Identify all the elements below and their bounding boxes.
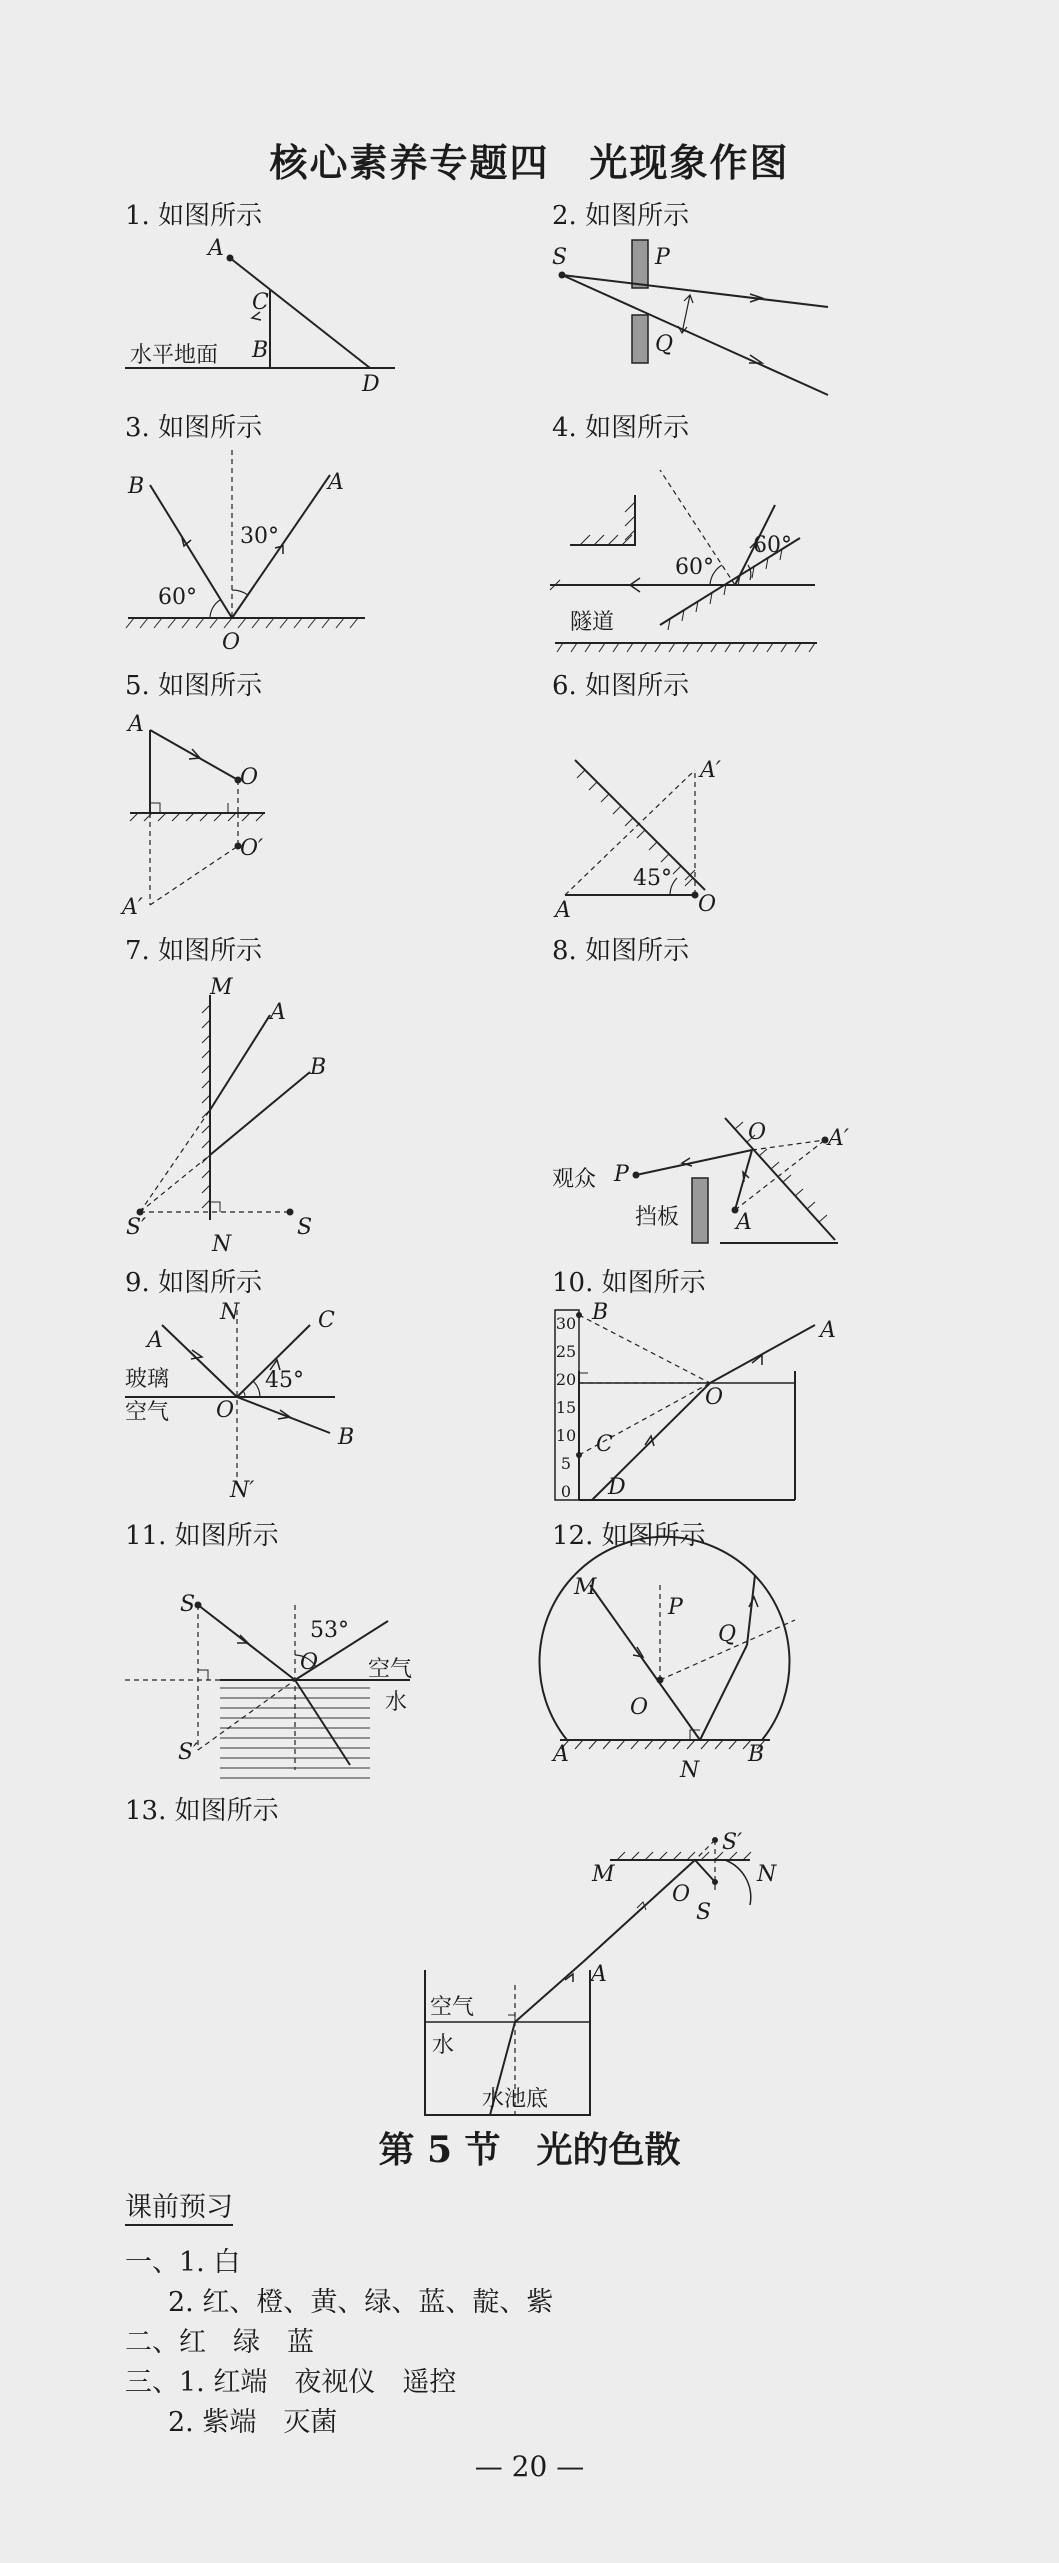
fig8-board: 挡板 — [635, 1205, 680, 1230]
fig9-angle: 45° — [265, 1368, 304, 1393]
fig13-label-N: N — [757, 1862, 777, 1887]
fig8-viewer: 观众 — [552, 1167, 597, 1192]
fig2-label-Q: Q — [655, 332, 674, 357]
figure-5 — [120, 715, 280, 915]
fig5-label-A: A — [128, 712, 144, 737]
fig12-label-P: P — [668, 1595, 683, 1620]
fig7-label-S2: S′ — [126, 1215, 147, 1240]
caption-1: 1. 如图所示 — [125, 201, 263, 231]
fig2-label-P: P — [655, 245, 670, 270]
fig13-label-S: S — [696, 1900, 712, 1925]
fig10-label-B: B — [592, 1300, 609, 1325]
fig1-label-B: B — [252, 338, 269, 363]
fig8-label-A: A — [736, 1210, 752, 1235]
fig9-label-N: N — [220, 1300, 240, 1325]
fig5-label-O: O — [240, 765, 259, 790]
fig6-label-O: O — [698, 892, 717, 917]
fig3-angle-60: 60° — [158, 585, 197, 610]
fig13-label-O: O — [672, 1882, 691, 1907]
fig2-label-S: S — [552, 245, 568, 270]
caption-10: 10. 如图所示 — [552, 1268, 706, 1298]
fig12-label-O: O — [630, 1695, 649, 1720]
caption-6: 6. 如图所示 — [552, 671, 690, 701]
preview-line-2: 2. 红、橙、黄、绿、蓝、靛、紫 — [168, 2287, 554, 2318]
figure-12 — [555, 1565, 855, 1765]
fig7-label-A: A — [270, 1000, 286, 1025]
figure-7 — [120, 980, 340, 1235]
caption-3: 3. 如图所示 — [125, 413, 263, 443]
fig9-glass: 玻璃 — [125, 1367, 170, 1392]
fig7-label-S: S — [297, 1215, 313, 1240]
ruler-mark: 20 — [555, 1370, 577, 1389]
fig4-angle-60b: 60° — [753, 533, 792, 558]
preview-heading: 课前预习 — [125, 2192, 233, 2226]
fig8-label-P: P — [614, 1162, 629, 1187]
section-title: 第 5 节 光的色散 — [378, 2129, 681, 2171]
ruler-mark: 15 — [555, 1398, 577, 1417]
fig11-label-S2: S′ — [178, 1740, 199, 1765]
caption-12: 12. 如图所示 — [552, 1521, 706, 1551]
fig10-label-D: D — [608, 1475, 626, 1500]
fig1-label-C: C — [252, 290, 269, 315]
fig3-angle-30: 30° — [240, 524, 279, 549]
fig5-label-A2: A′ — [122, 895, 143, 920]
fig12-label-B: B — [748, 1742, 765, 1767]
fig11-angle: 53° — [310, 1618, 349, 1643]
fig9-label-N2: N′ — [230, 1478, 255, 1503]
fig1-label-A: A — [208, 236, 224, 261]
figure-2 — [550, 235, 840, 400]
page-number: — 20 — — [474, 2450, 585, 2483]
fig11-label-O: O — [300, 1650, 319, 1675]
page-title: 核心素养专题四 光现象作图 — [269, 140, 790, 185]
fig13-label-S2: S′ — [722, 1830, 743, 1855]
fig13-bottom: 水池底 — [482, 2087, 549, 2112]
fig10-label-O: O — [705, 1385, 724, 1410]
caption-7: 7. 如图所示 — [125, 936, 263, 966]
caption-9: 9. 如图所示 — [125, 1268, 263, 1298]
fig9-label-C: C — [318, 1308, 335, 1333]
caption-13: 13. 如图所示 — [125, 1796, 279, 1826]
fig3-label-B: B — [128, 474, 145, 499]
fig7-label-N: N — [212, 1232, 232, 1257]
figure-4-floor — [555, 640, 820, 654]
fig3-label-A: A — [328, 470, 344, 495]
fig3-label-O: O — [222, 630, 241, 655]
preview-line-3: 二、红 绿 蓝 — [125, 2327, 314, 2358]
fig1-ground: 水平地面 — [130, 343, 219, 368]
fig13-water: 水 — [432, 2033, 455, 2058]
caption-8: 8. 如图所示 — [552, 936, 690, 966]
fig9-label-B: B — [338, 1425, 355, 1450]
ruler-mark: 5 — [560, 1454, 572, 1473]
caption-11: 11. 如图所示 — [125, 1521, 279, 1551]
fig8-label-O: O — [748, 1120, 767, 1145]
fig9-label-A: A — [147, 1328, 163, 1353]
ruler-mark: 0 — [560, 1482, 572, 1501]
preview-line-1: 一、1. 白 — [125, 2247, 241, 2278]
preview-line-4: 三、1. 红端 夜视仪 遥控 — [125, 2367, 457, 2398]
caption-4: 4. 如图所示 — [552, 413, 690, 443]
fig7-label-M: M — [210, 975, 233, 1000]
fig13-label-M: M — [592, 1862, 615, 1887]
fig8-label-A2: A′ — [828, 1126, 849, 1151]
figure-11 — [120, 1585, 420, 1785]
fig6-angle: 45° — [633, 866, 672, 891]
fig10-label-C: C — [596, 1432, 613, 1457]
fig11-water: 水 — [385, 1690, 408, 1715]
figure-8 — [620, 1110, 850, 1255]
preview-line-5: 2. 紫端 灭菌 — [168, 2407, 338, 2438]
fig13-label-A: A — [591, 1962, 607, 1987]
fig12-label-Q: Q — [718, 1622, 737, 1647]
fig6-label-A2: A′ — [700, 758, 721, 783]
fig11-air: 空气 — [368, 1657, 413, 1682]
fig12-label-M: M — [574, 1575, 597, 1600]
fig10-label-A: A — [820, 1318, 836, 1343]
fig1-label-D: D — [362, 372, 380, 397]
figure-10 — [550, 1305, 830, 1505]
ruler-mark: 10 — [555, 1426, 577, 1445]
fig12-label-A: A — [553, 1742, 569, 1767]
fig13-air: 空气 — [430, 1995, 475, 2020]
caption-2: 2. 如图所示 — [552, 201, 690, 231]
fig9-label-O: O — [216, 1398, 235, 1423]
fig9-air: 空气 — [125, 1400, 170, 1425]
fig7-label-B: B — [310, 1055, 327, 1080]
fig6-label-A: A — [555, 898, 571, 923]
ruler-mark: 25 — [555, 1342, 577, 1361]
fig11-label-S: S — [180, 1592, 196, 1617]
ruler-mark: 30 — [555, 1314, 577, 1333]
fig4-angle-60a: 60° — [675, 555, 714, 580]
fig12-label-N: N — [680, 1758, 700, 1783]
caption-5: 5. 如图所示 — [125, 671, 263, 701]
fig4-tunnel: 隧道 — [570, 610, 615, 635]
fig5-label-O2: O′ — [240, 836, 264, 861]
fig10-ruler — [554, 1310, 578, 1506]
